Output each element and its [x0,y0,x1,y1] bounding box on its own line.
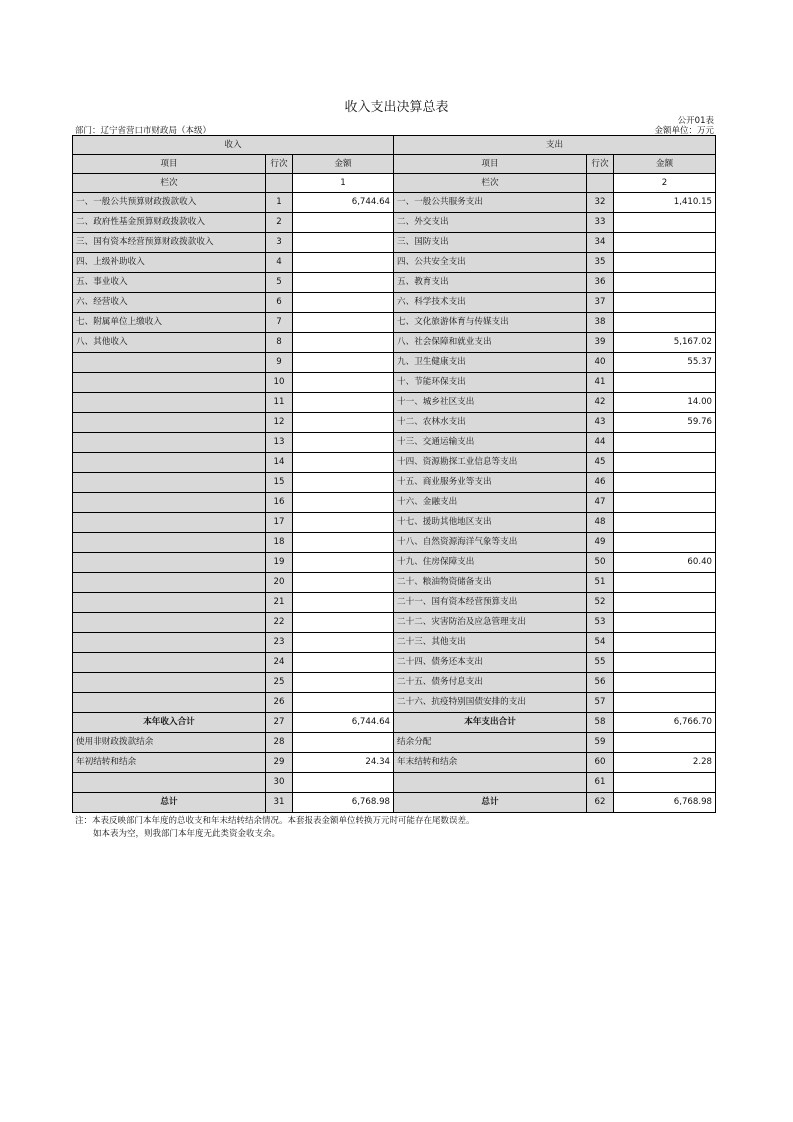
income-item-header: 项目 [73,155,266,174]
expense-line-number: 62 [587,793,614,813]
income-item-name [73,573,266,593]
income-line-number: 11 [266,393,293,413]
expense-line-number: 44 [587,433,614,453]
department-label: 部门：辽宁省营口市财政局（本级） [75,126,212,136]
form-code: 公开01表 [677,116,714,126]
table-row [73,753,716,773]
income-line-number: 14 [266,453,293,473]
income-amount [293,233,394,253]
income-item-name [73,353,266,373]
expense-amount [614,213,716,233]
income-line-number: 9 [266,353,293,373]
table-row [73,273,716,293]
income-amount [293,213,394,233]
expense-line-number: 35 [587,253,614,273]
expense-item-name: 二、外交支出 [394,213,587,233]
income-line-number: 12 [266,413,293,433]
expense-amount-header: 金额 [614,155,716,174]
income-item-name: 一、一般公共预算财政拨款收入 [73,193,266,213]
income-amount [293,733,394,753]
income-line-number: 4 [266,253,293,273]
income-item-name [73,393,266,413]
expense-item-name: 六、科学技术支出 [394,293,587,313]
expense-item-name: 十、节能环保支出 [394,373,587,393]
income-amount [293,533,394,553]
expense-amount [614,533,716,553]
table-row [73,673,716,693]
expense-item-name: 十二、农林水支出 [394,413,587,433]
expense-item-name: 十九、住房保障支出 [394,553,587,573]
income-amount-header: 金额 [293,155,394,174]
expense-amount [614,773,716,793]
expense-item-name: 十三、交通运输支出 [394,433,587,453]
income-item-name [73,473,266,493]
expense-item-name: 本年支出合计 [394,713,587,733]
expense-line-number: 56 [587,673,614,693]
income-item-name [73,513,266,533]
expense-item-name: 十四、资源勘探工业信息等支出 [394,453,587,473]
expense-line-number: 45 [587,453,614,473]
income-item-name [73,533,266,553]
report-title: 收入支出决算总表 [344,100,449,115]
income-item-name: 七、附属单位上缴收入 [73,313,266,333]
table-row [73,333,716,353]
table-row [73,733,716,753]
income-line-number: 13 [266,433,293,453]
expense-line-number: 51 [587,573,614,593]
income-item-name [73,653,266,673]
income-line-number: 2 [266,213,293,233]
income-item-name: 三、国有资本经营预算财政拨款收入 [73,233,266,253]
table-row [73,313,716,333]
expense-amount: 60.40 [614,553,716,573]
income-line-number: 6 [266,293,293,313]
table-row [73,433,716,453]
income-amount [293,613,394,633]
table-row [73,213,716,233]
expense-amount [614,433,716,453]
income-amount [293,313,394,333]
table-row [73,693,716,713]
expense-line-number: 37 [587,293,614,313]
table-row [73,193,716,213]
income-line-number: 18 [266,533,293,553]
income-item-name: 二、政府性基金预算财政拨款收入 [73,213,266,233]
income-line-number: 24 [266,653,293,673]
table-row [73,653,716,673]
income-amount [293,273,394,293]
expense-amount: 1,410.15 [614,193,716,213]
expense-line-number: 33 [587,213,614,233]
expense-item-name: 四、公共安全支出 [394,253,587,273]
income-amount [293,773,394,793]
expense-line-number: 54 [587,633,614,653]
expense-item-name: 三、国防支出 [394,233,587,253]
table-row [73,773,716,793]
table-row [73,393,716,413]
income-line-number: 31 [266,793,293,813]
income-item-name [73,413,266,433]
expense-amount [614,453,716,473]
expense-column-label: 栏次 [394,174,587,193]
income-item-name: 使用非财政拨款结余 [73,733,266,753]
expense-line-number: 32 [587,193,614,213]
expense-item-name: 二十六、抗疫特别国债安排的支出 [394,693,587,713]
income-item-name: 本年收入合计 [73,713,266,733]
expense-item-name: 一、一般公共服务支出 [394,193,587,213]
expense-line-number: 34 [587,233,614,253]
expense-item-name: 八、社会保障和就业支出 [394,333,587,353]
income-amount [293,573,394,593]
income-expense-table [72,135,716,813]
table-row [73,293,716,313]
income-line-number: 17 [266,513,293,533]
expense-line-number: 59 [587,733,614,753]
expense-item-name: 十七、援助其他地区支出 [394,513,587,533]
income-amount [293,393,394,413]
income-amount [293,453,394,473]
income-item-name [73,553,266,573]
footnote [75,815,475,841]
table-row [73,593,716,613]
table-row [73,373,716,393]
expense-item-name: 年末结转和结余 [394,753,587,773]
income-line-header: 行次 [266,155,293,174]
income-item-name: 五、事业收入 [73,273,266,293]
income-line-number: 30 [266,773,293,793]
income-line-number: 20 [266,573,293,593]
section-header-row [73,136,716,155]
expense-amount [614,273,716,293]
expense-amount: 6,766.70 [614,713,716,733]
income-amount [293,653,394,673]
income-item-name [73,773,266,793]
expense-line-number: 39 [587,333,614,353]
expense-amount [614,373,716,393]
expense-amount [614,673,716,693]
table-row [73,233,716,253]
income-line-number: 28 [266,733,293,753]
income-line-number: 5 [266,273,293,293]
expense-line-header: 行次 [587,155,614,174]
income-amount: 24.34 [293,753,394,773]
income-column-label: 栏次 [73,174,266,193]
table-row [73,553,716,573]
income-amount [293,633,394,653]
income-item-name: 八、其他收入 [73,333,266,353]
table-row [73,453,716,473]
expense-item-name: 五、教育支出 [394,273,587,293]
income-item-name [73,673,266,693]
income-amount [293,333,394,353]
column-index-row [73,174,716,193]
expense-line-number: 49 [587,533,614,553]
expense-amount: 5,167.02 [614,333,716,353]
expense-amount: 14.00 [614,393,716,413]
expense-item-name: 十一、城乡社区支出 [394,393,587,413]
expense-item-name: 二十二、灾害防治及应急管理支出 [394,613,587,633]
expense-line-number: 40 [587,353,614,373]
table-row [73,253,716,273]
expense-line-number: 42 [587,393,614,413]
income-section-header: 收入 [73,136,394,155]
table-row [73,533,716,553]
expense-line-number: 52 [587,593,614,613]
table-row [73,493,716,513]
income-line-number: 22 [266,613,293,633]
income-line-number: 3 [266,233,293,253]
table-row [73,573,716,593]
expense-line-number: 48 [587,513,614,533]
expense-amount [614,653,716,673]
expense-amount [614,593,716,613]
expense-item-name: 二十三、其他支出 [394,633,587,653]
income-line-number: 8 [266,333,293,353]
table-row [73,513,716,533]
income-column-line-blank [266,174,293,193]
income-amount [293,433,394,453]
income-amount: 6,768.98 [293,793,394,813]
expense-item-name: 十五、商业服务业等支出 [394,473,587,493]
table-row [73,473,716,493]
expense-item-name: 二十一、国有资本经营预算支出 [394,593,587,613]
income-line-number: 1 [266,193,293,213]
income-line-number: 29 [266,753,293,773]
expense-line-number: 46 [587,473,614,493]
footnote-line: 注：本表反映部门本年度的总收支和年末结转结余情况。本套报表金额单位转换万元时可能存在尾数误差。 [75,816,475,826]
footnote-line: 如本表为空，则我部门本年度无此类资金收支余。 [93,829,281,839]
income-amount [293,553,394,573]
expense-line-number: 57 [587,693,614,713]
income-line-number: 25 [266,673,293,693]
expense-amount [614,493,716,513]
total-row [73,793,716,813]
expense-line-number: 50 [587,553,614,573]
income-amount [293,693,394,713]
income-amount [293,473,394,493]
income-item-name: 四、上级补助收入 [73,253,266,273]
income-item-name [73,373,266,393]
income-item-name [73,693,266,713]
income-amount [293,413,394,433]
expense-column-line-blank [587,174,614,193]
expense-item-name: 二十四、债务还本支出 [394,653,587,673]
expense-item-name: 九、卫生健康支出 [394,353,587,373]
income-amount [293,373,394,393]
income-line-number: 26 [266,693,293,713]
expense-amount [614,473,716,493]
income-amount [293,253,394,273]
expense-item-name: 七、文化旅游体育与传媒支出 [394,313,587,333]
income-column-number: 1 [293,174,394,193]
expense-item-name: 十八、自然资源海洋气象等支出 [394,533,587,553]
income-amount [293,493,394,513]
expense-amount [614,633,716,653]
income-line-number: 23 [266,633,293,653]
income-item-name [73,433,266,453]
income-line-number: 27 [266,713,293,733]
expense-amount [614,513,716,533]
expense-line-number: 61 [587,773,614,793]
expense-amount [614,693,716,713]
income-amount [293,593,394,613]
expense-column-number: 2 [614,174,716,193]
income-line-number: 7 [266,313,293,333]
income-amount [293,673,394,693]
income-amount: 6,744.64 [293,193,394,213]
table-row [73,353,716,373]
income-item-name [73,613,266,633]
income-item-name: 年初结转和结余 [73,753,266,773]
expense-item-name [394,773,587,793]
income-item-name: 六、经营收入 [73,293,266,313]
amount-unit-label: 金额单位：万元 [654,126,714,136]
expense-amount: 59.76 [614,413,716,433]
expense-amount [614,573,716,593]
expense-amount: 2.28 [614,753,716,773]
total-row [73,713,716,733]
income-amount: 6,744.64 [293,713,394,733]
expense-line-number: 36 [587,273,614,293]
income-item-name [73,453,266,473]
income-item-name [73,593,266,613]
expense-item-header: 项目 [394,155,587,174]
expense-line-number: 47 [587,493,614,513]
income-line-number: 10 [266,373,293,393]
income-line-number: 16 [266,493,293,513]
expense-line-number: 60 [587,753,614,773]
expense-item-name: 二十、粮油物资储备支出 [394,573,587,593]
table-row [73,613,716,633]
expense-item-name: 总计 [394,793,587,813]
income-amount [293,293,394,313]
expense-line-number: 38 [587,313,614,333]
expense-item-name: 十六、金融支出 [394,493,587,513]
expense-line-number: 58 [587,713,614,733]
income-item-name [73,633,266,653]
expense-item-name: 结余分配 [394,733,587,753]
income-amount [293,353,394,373]
expense-line-number: 41 [587,373,614,393]
expense-item-name: 二十五、债务付息支出 [394,673,587,693]
income-item-name [73,493,266,513]
income-amount [293,513,394,533]
expense-amount [614,733,716,753]
income-line-number: 15 [266,473,293,493]
expense-line-number: 55 [587,653,614,673]
expense-section-header: 支出 [394,136,716,155]
income-line-number: 21 [266,593,293,613]
expense-amount: 55.37 [614,353,716,373]
expense-amount [614,293,716,313]
expense-amount [614,613,716,633]
column-header-row [73,155,716,174]
expense-amount [614,233,716,253]
income-line-number: 19 [266,553,293,573]
expense-line-number: 43 [587,413,614,433]
expense-amount: 6,768.98 [614,793,716,813]
income-item-name: 总计 [73,793,266,813]
table-row [73,633,716,653]
expense-line-number: 53 [587,613,614,633]
expense-amount [614,313,716,333]
table-row [73,413,716,433]
expense-amount [614,253,716,273]
